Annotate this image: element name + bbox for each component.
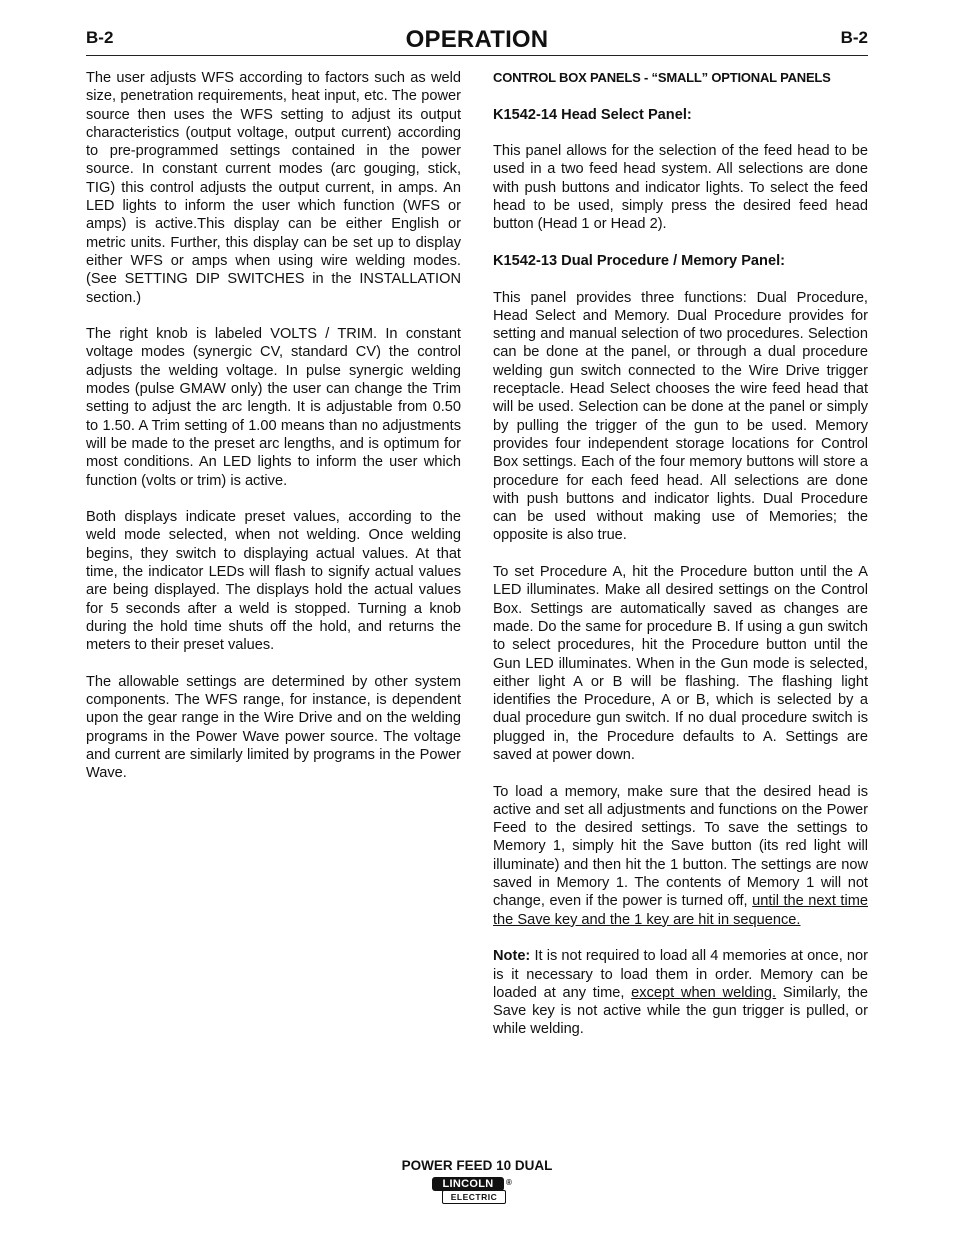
note-underlined-text: except when welding. <box>631 984 777 1001</box>
note-paragraph <box>493 947 868 1038</box>
footer-product-name: POWER FEED 10 DUAL <box>401 1158 553 1173</box>
lincoln-electric-logo <box>432 1177 512 1204</box>
page-number-right: B-2 <box>840 28 868 47</box>
right-column <box>493 69 868 1057</box>
memory-paragraph <box>493 783 868 929</box>
logo-bottom-text: ELECTRIC <box>442 1190 506 1204</box>
displays-paragraph: Both displays indicate preset values, according to the weld mode selected, when not welding. Once welding begins, they switch to displaying actual values. At that time, the indicator LEDs will flash to signify actual values are being displayed. The displays hold the actual values for 5 seconds after a weld is stopped. Turning a knob during the hold time shuts off the hold, and returns the meters to their preset values. <box>86 509 461 654</box>
dual-procedure-paragraph: This panel provides three functions: Dual Procedure, Head Select and Memory. Dual Procedure provides for setting and manual selection of two procedures. Selection can be done at the panel, or through a dual procedure welding gun switch connected to the Wire Drive trigger receptacle. Head Select chooses the wire feed head that will be used. Selection can be done at the panel or simply by pulling the trigger of the gun to be used. Memory provides four independent storage locations for Control Box settings. Each of the four memory buttons will store a procedure for each feed head. All selections are done with push buttons and indicator lights. Dual Procedure can be used without making use of Memories; the opposite is also true. <box>493 289 868 544</box>
header-rule <box>86 55 868 56</box>
dual-procedure-heading: K1542-13 Dual Procedure / Memory Panel: <box>493 252 785 269</box>
logo-top-text: LINCOLN <box>432 1177 504 1191</box>
head-select-heading: K1542-14 Head Select Panel: <box>493 106 692 123</box>
page-number-left: B-2 <box>86 28 114 47</box>
memory-text: To load a memory, make sure that the desired head is active and set all adjustments and functions on the Power Feed to the desired settings. To save the settings to Memory 1, simply hit the Save button (its red light will illuminate) and then hit the 1 button. The settings are now saved in Memory 1. The contents of Memory 1 will not change, even if the power is turned off, <box>493 783 868 910</box>
note-text: It is not required to load all 4 memories at once, nor is it necessary to load them in order. Memory can be loaded at any time, <box>493 948 868 1001</box>
logo-registered-mark: ® <box>506 1178 512 1187</box>
procedure-paragraph: To set Procedure A, hit the Procedure button until the A LED illuminates. Make all desired settings on the Control Box. Settings are automatically saved as changes are made. Do the same for procedure B. If using a gun switch to select procedures, hit the Procedure button until the Gun LED illuminates. When in the Gun mode is selected, either light A or B will be flashing. The flashing light identifies the Procedure, A or B, which is selected by a dual procedure gun switch. If no dual procedure switch is plugged in, the Procedure defaults to A. Settings are saved at power down. <box>493 564 868 763</box>
page-title: OPERATION <box>405 26 549 53</box>
left-column <box>86 69 461 801</box>
allowable-settings-paragraph: The allowable settings are determined by other system components. The WFS range, for instance, is dependent upon the gear range in the Wire Drive and on the welding programs in the Power Wave power source. The voltage and current are similarly limited by programs in the Power Wave. <box>86 673 461 782</box>
head-select-paragraph: This panel allows for the selection of the feed head to be used in a two feed head system. All selections are done with push buttons and indicator lights. To select the feed head to be used, simply press the desired feed head button (Head 1 or Head 2). <box>493 143 868 233</box>
memory-underlined-text: until the next time the Save key and the 1 key are hit in sequence. <box>493 893 868 928</box>
note-label: Note: <box>493 948 531 965</box>
note-text-end: Similarly, the Save key is not active while the gun trigger is pulled, or while welding. <box>493 984 868 1038</box>
volts-trim-paragraph: The right knob is labeled VOLTS / TRIM. In constant voltage modes (synergic CV, standard CV) the control adjusts the welding voltage. In pulse synergic welding modes (pulse GMAW only) the user can change the Trim setting to adjust the arc length. It is adjustable from 0.50 to 1.50. A Trim setting of 1.00 means than no adjustments will be made to the preset arc lengths, and is optimum for most conditions. An LED lights to inform the user which function (volts or trim) is active. <box>86 326 461 489</box>
section-title: CONTROL BOX PANELS - “SMALL” OPTIONAL PANELS <box>493 70 831 85</box>
wfs-paragraph: The user adjusts WFS according to factors such as weld size, penetration requirements, heat input, etc. The power source then uses the WFS setting to adjust its output characteristics (output voltage, output current) according to pre-programmed settings contained in the power source. In constant current modes (arc gouging, stick, TIG) this control adjusts the output current, in amps. An LED lights to inform the user which function (WFS or amps) is active.This display can be either English or metric units. Further, this display can be set up to display either WFS or amps when using wire welding modes. (See SETTING DIP SWITCHES in the INSTALLATION section.) <box>86 70 461 306</box>
